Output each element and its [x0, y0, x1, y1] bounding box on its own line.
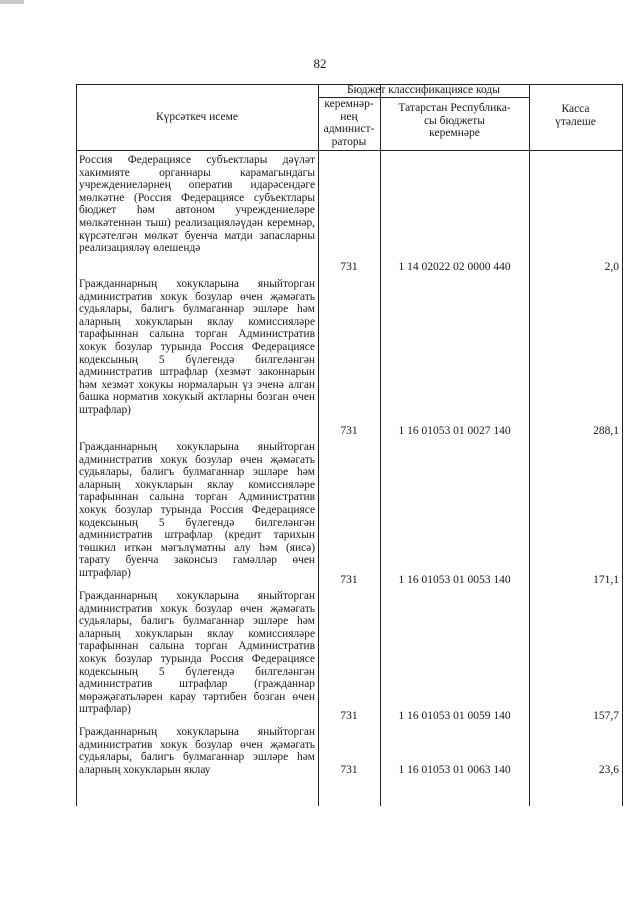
row-4-admin: 731: [340, 710, 358, 722]
header-admin: керемнәр- нең админист- раторы: [323, 98, 375, 148]
row-2-code: 1 16 01053 01 0027 140: [398, 425, 511, 437]
row-3-amount: 171,1: [593, 574, 619, 586]
table-left-border: [76, 84, 77, 806]
page-number: 82: [313, 56, 327, 71]
row-2-admin: 731: [340, 425, 358, 437]
row-3-admin: 731: [340, 574, 358, 586]
row-1-code: 1 14 02022 02 0000 440: [398, 261, 511, 273]
header-budget-codes: Бюджет классификациясе коды: [347, 84, 500, 96]
row-2-amount: 288,1: [593, 425, 619, 437]
row-4-code: 1 16 01053 01 0059 140: [398, 710, 511, 722]
row-1-admin: 731: [340, 261, 358, 273]
column-divider-amount: [529, 84, 530, 806]
header-bottom-border: [76, 150, 623, 151]
header-revenue-code: Татарстан Республика- сы бюджеты керемнәре: [398, 102, 511, 139]
row-1-indicator-name: Россия Федерациясе субъектлары дәүләт хакимияте органнары карамагындагы учреждениеләрнең оператив идарәсендәге мөлкәтне (Россия Федерациясе субъектлары бюджет һәм автоном учреждениеләре мөлкәтеннән тыш) реализацияләүдән керемнәр, күрсәтелгән мөлкәт буенча матди запасларны реализацияләү өлешендә: [79, 154, 315, 255]
column-divider-admin: [318, 84, 319, 806]
row-4-indicator-name: Гражданнарның хокукларына яныйторган административ хокук бозулар өчен җәмәгать судьялары, балигъ булмаганнар эшләре һәм аларның хокукларын яклау комиссияләре тарафыннан салына торган Административ хокук бозулар турында Россия Федерациясе кодексының 5 бүлегендә билгеләнгән административ штрафлар (гражданнар мөрәҗәгатьләрен карау тәртибен бозган өчен штрафлар): [79, 590, 315, 716]
row-5-admin: 731: [340, 764, 358, 776]
row-2-indicator-name: Гражданнарның хокукларына яныйторган административ хокук бозулар өчен җәмәгать судьялары, балигъ булмаганнар эшләре һәм аларның хокукларын яклау комиссияләре тарафыннан салына торган Административ хокук бозулар турында Россия Федерациясе кодексының 5 бүлегендә билгеләнгән административ штрафлар (хезмәт законнарын һәм хезмәт хокукы нормаларын үз эченә алган башка норматив хокукый актларны бозган өчен штрафлар): [79, 278, 315, 416]
row-4-amount: 157,7: [593, 710, 619, 722]
header-cash-execution: Касса үтәлеше: [555, 103, 596, 128]
row-5-code: 1 16 01053 01 0063 140: [398, 764, 511, 776]
column-divider-code: [380, 84, 381, 806]
row-3-indicator-name: Гражданнарның хокукларына яныйторган административ хокук бозулар өчен җәмәгать судьялары, балигъ булмаганнар эшләре һәм аларның хокукларын яклау комиссияләре тарафыннан салына торган Административ хокук бозулар турында Россия Федерациясе кодексының 5 бүлегендә билгеләнгән административ штрафлар (кредит тарихын төшкил иткән мәгълүматны алу һәм (яисә) тарату буенча законсыз гамәлләр өчен штрафлар): [79, 441, 315, 579]
row-5-indicator-name: Гражданнарның хокукларына яныйторган административ хокук бозулар өчен җәмәгать судьялары, балигъ булмаганнар эшләре һәм аларның хокукларын яклау: [79, 726, 315, 776]
header-indicator-name: Күрсәткеч исеме: [155, 111, 239, 123]
table-right-border: [622, 84, 623, 806]
budget-table: [76, 84, 623, 806]
row-5-amount: 23,6: [598, 764, 619, 776]
row-1-amount: 2,0: [604, 261, 619, 273]
row-3-code: 1 16 01053 01 0053 140: [398, 574, 511, 586]
scan-corner-mark: [0, 0, 24, 4]
